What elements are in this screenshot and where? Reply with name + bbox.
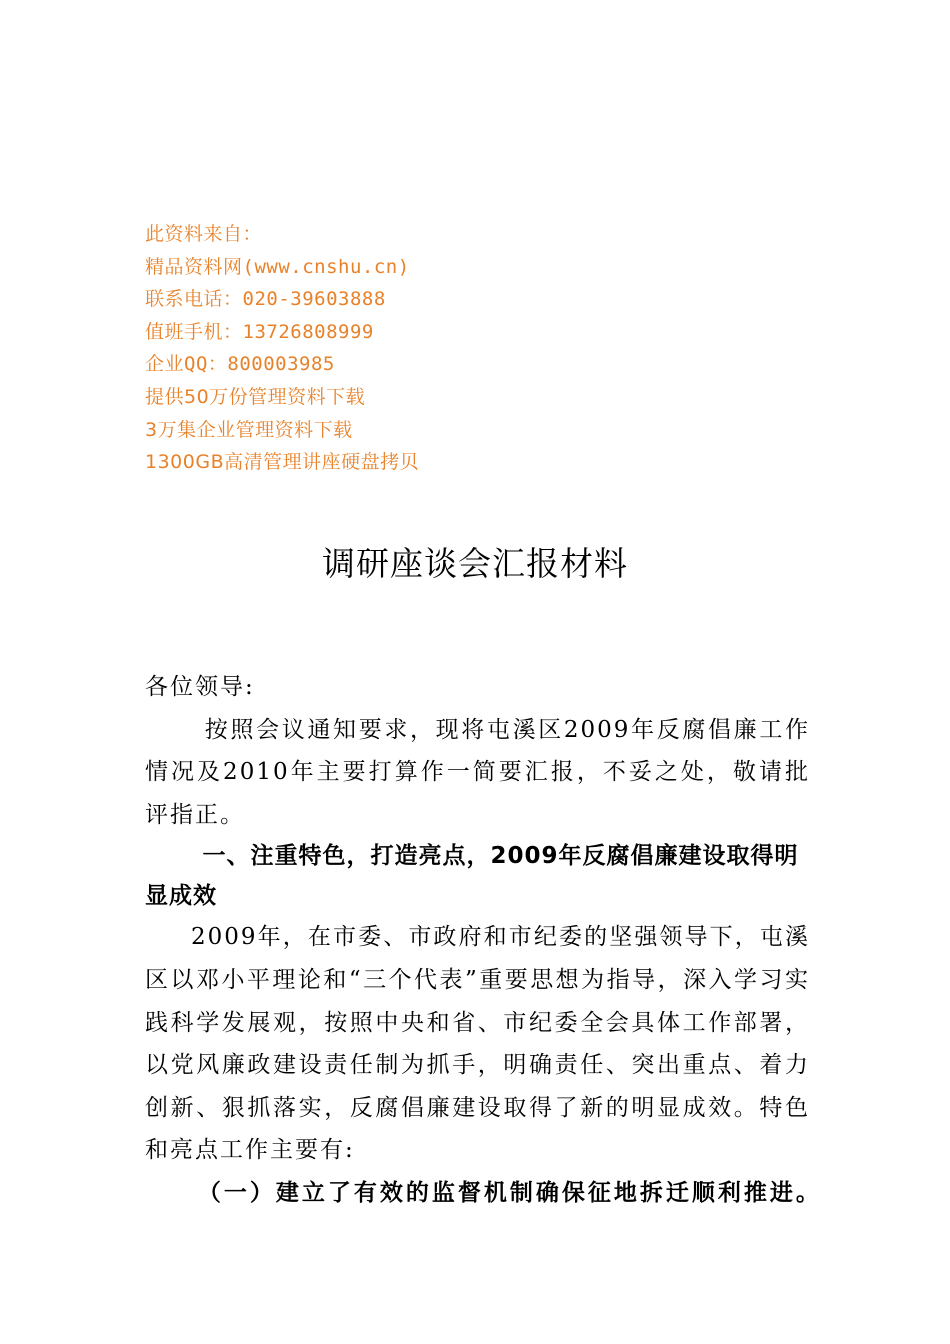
source-line-mobile: 值班手机：13726808999 <box>145 320 374 343</box>
document-body <box>145 666 822 1214</box>
intro-paragraph: 按照会议通知要求，现将屯溪区2009年反腐倡廉工作情况及2010年主要打算作一简要汇报，不妥之处，敬请批评指正。 <box>145 716 810 828</box>
source-line-offer-1: 提供50万份管理资料下载 <box>145 385 366 408</box>
source-line-phone: 联系电话：020-39603888 <box>145 288 386 311</box>
source-line-offer-3: 1300GB高清管理讲座硬盘拷贝 <box>145 451 420 474</box>
section-1-paragraph: 2009年，在市委、市政府和市纪委的坚强领导下，屯溪区以邓小平理论和“三个代表”重要思想为指导，深入学习实践科学发展观，按照中央和省、市纪委全会具体工作部署，以党风廉政建设责任制为抓手，明确责任、突出重点、着力创新、狠抓落实，反腐倡廉建设取得了新的明显成效。特色和亮点工作主要有: <box>145 924 810 1164</box>
section-1-heading: 一、注重特色，打造亮点，2009年反腐倡廉建设取得明显成效 <box>145 843 799 910</box>
document-title: 调研座谈会汇报材料 <box>322 544 628 583</box>
source-line-offer-2: 3万集企业管理资料下载 <box>145 418 353 441</box>
source-line-origin: 此资料来自： <box>145 223 263 245</box>
source-line-website: 精品资料网(www.cnshu.cn) <box>145 255 410 278</box>
source-info-block <box>145 218 805 479</box>
salutation: 各位领导: <box>145 674 255 700</box>
source-line-qq: 企业QQ：800003985 <box>145 353 335 376</box>
subsection-1-heading: （一）建立了有效的监督机制确保征地拆迁顺利推进。 <box>197 1178 822 1206</box>
